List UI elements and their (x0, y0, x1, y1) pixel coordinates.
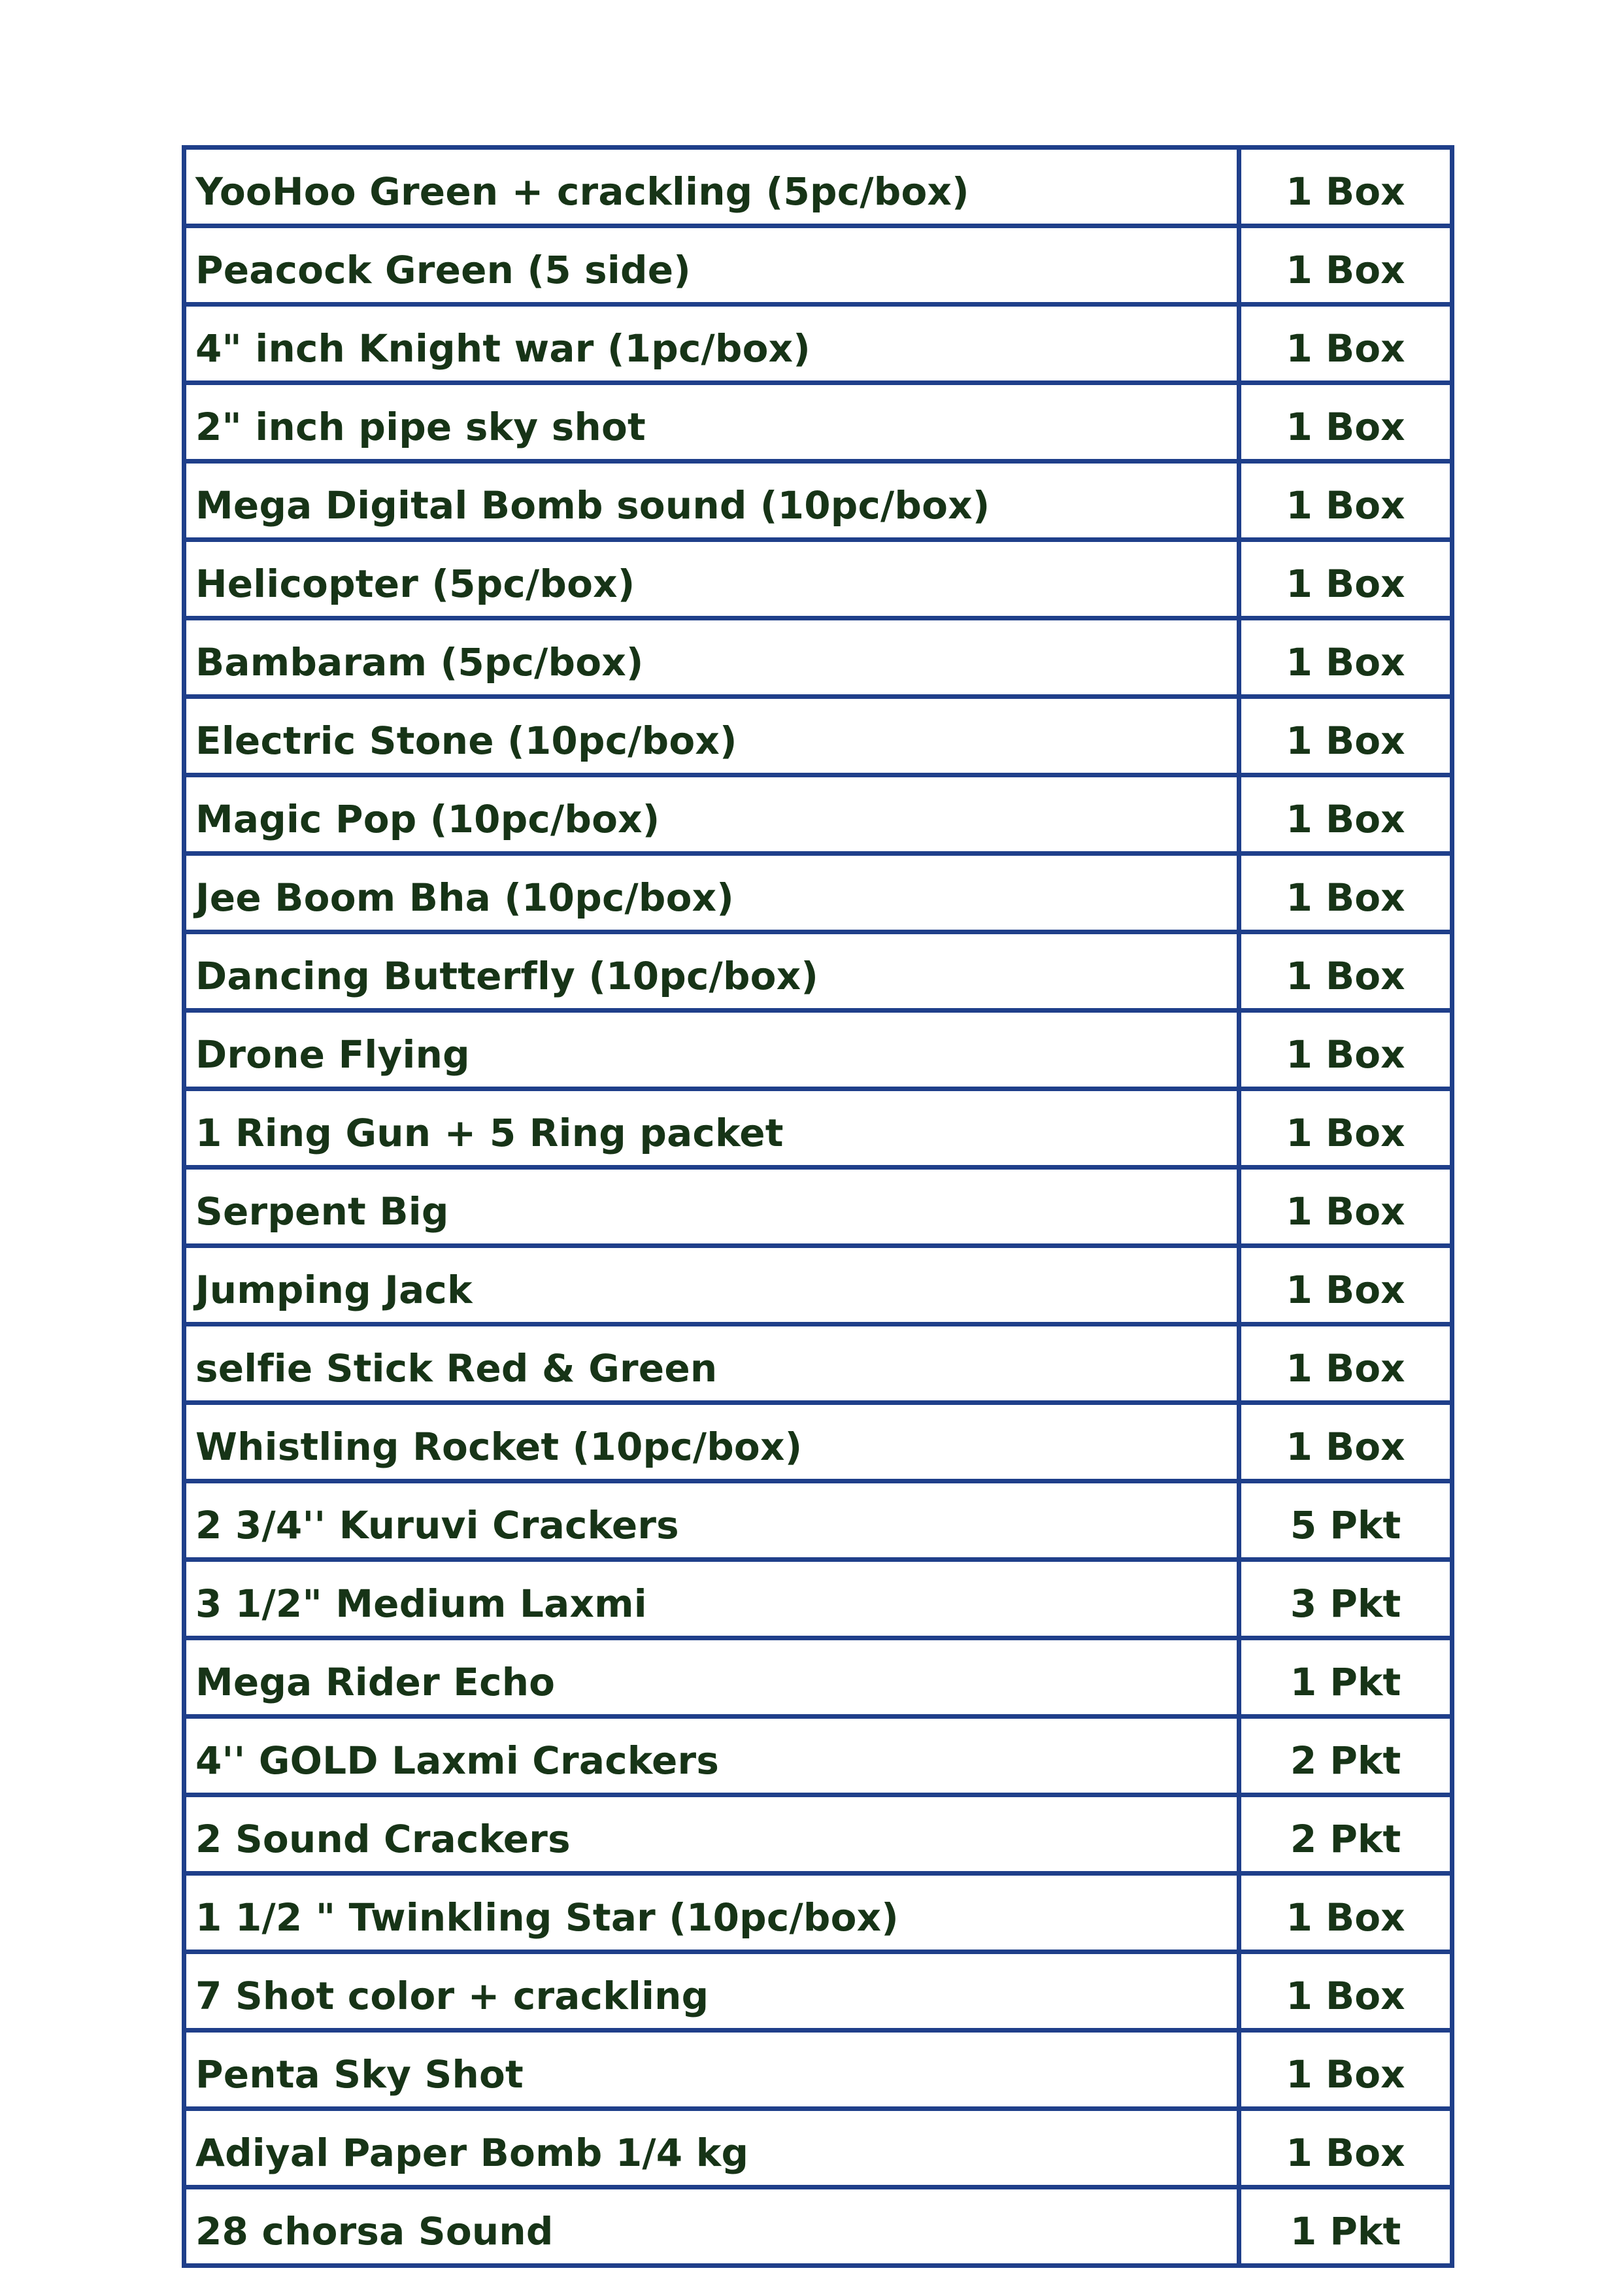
quantity-cell: 1 Box (1239, 1952, 1452, 2031)
table-row (184, 1325, 1452, 1403)
item-name-cell: 1 1/2 " Twinkling Star (10pc/box) (184, 1874, 1239, 1952)
item-name-cell: 4" inch Knight war (1pc/box) (184, 305, 1239, 383)
item-name-cell: Electric Stone (10pc/box) (184, 697, 1239, 775)
quantity-cell: 1 Box (1239, 540, 1452, 618)
quantity-cell: 1 Box (1239, 462, 1452, 540)
item-name-cell: Whistling Rocket (10pc/box) (184, 1403, 1239, 1481)
item-name-cell: Serpent Big (184, 1168, 1239, 1246)
table-row (184, 305, 1452, 383)
table-row (184, 383, 1452, 462)
quantity-cell: 5 Pkt (1239, 1481, 1452, 1560)
table-row (184, 1481, 1452, 1560)
item-name-cell: 2" inch pipe sky shot (184, 383, 1239, 462)
quantity-cell: 1 Box (1239, 305, 1452, 383)
item-name-cell: Drone Flying (184, 1011, 1239, 1089)
item-name-cell: Dancing Butterfly (10pc/box) (184, 932, 1239, 1011)
quantity-cell: 1 Pkt (1239, 2187, 1452, 2266)
item-name-cell: Jee Boom Bha (10pc/box) (184, 854, 1239, 932)
quantity-cell: 1 Box (1239, 1089, 1452, 1168)
item-name-cell: selfie Stick Red & Green (184, 1325, 1239, 1403)
item-name-cell: Adiyal Paper Bomb 1/4 kg (184, 2109, 1239, 2187)
quantity-cell: 1 Box (1239, 1246, 1452, 1325)
quantity-cell: 1 Box (1239, 2109, 1452, 2187)
item-name-cell: 1 Ring Gun + 5 Ring packet (184, 1089, 1239, 1168)
quantity-cell: 1 Box (1239, 932, 1452, 1011)
quantity-cell: 1 Box (1239, 775, 1452, 854)
table-row (184, 226, 1452, 305)
item-name-cell: 7 Shot color + crackling (184, 1952, 1239, 2031)
item-name-cell: 28 chorsa Sound (184, 2187, 1239, 2266)
quantity-cell: 1 Box (1239, 226, 1452, 305)
table-row (184, 1717, 1452, 1795)
quantity-cell: 1 Box (1239, 2031, 1452, 2109)
quantity-cell: 2 Pkt (1239, 1795, 1452, 1874)
quantity-cell: 1 Box (1239, 1325, 1452, 1403)
quantity-cell: 1 Box (1239, 1403, 1452, 1481)
item-name-cell: 2 3/4'' Kuruvi Crackers (184, 1481, 1239, 1560)
item-name-cell: Jumping Jack (184, 1246, 1239, 1325)
quantity-cell: 1 Box (1239, 697, 1452, 775)
quantity-cell: 3 Pkt (1239, 1560, 1452, 1638)
quantity-cell: 1 Box (1239, 148, 1452, 226)
table-row (184, 540, 1452, 618)
table-row (184, 1403, 1452, 1481)
table-row (184, 2031, 1452, 2109)
item-name-cell: Mega Rider Echo (184, 1638, 1239, 1717)
item-name-cell: 3 1/2" Medium Laxmi (184, 1560, 1239, 1638)
table-row (184, 1874, 1452, 1952)
quantity-cell: 1 Box (1239, 1011, 1452, 1089)
table-row (184, 1560, 1452, 1638)
item-name-cell: YooHoo Green + crackling (5pc/box) (184, 148, 1239, 226)
item-name-cell: Mega Digital Bomb sound (10pc/box) (184, 462, 1239, 540)
item-name-cell: 2 Sound Crackers (184, 1795, 1239, 1874)
table-row (184, 462, 1452, 540)
quantity-cell: 1 Box (1239, 618, 1452, 697)
items-table-body (184, 148, 1452, 2266)
table-row (184, 1011, 1452, 1089)
quantity-cell: 1 Box (1239, 854, 1452, 932)
item-name-cell: 4'' GOLD Laxmi Crackers (184, 1717, 1239, 1795)
table-row (184, 1168, 1452, 1246)
table-row (184, 854, 1452, 932)
item-name-cell: Bambaram (5pc/box) (184, 618, 1239, 697)
quantity-cell: 2 Pkt (1239, 1717, 1452, 1795)
table-row (184, 148, 1452, 226)
table-row (184, 697, 1452, 775)
item-name-cell: Helicopter (5pc/box) (184, 540, 1239, 618)
item-name-cell: Peacock Green (5 side) (184, 226, 1239, 305)
item-name-cell: Magic Pop (10pc/box) (184, 775, 1239, 854)
table-row (184, 1638, 1452, 1717)
table-row (184, 1089, 1452, 1168)
item-name-cell: Penta Sky Shot (184, 2031, 1239, 2109)
table-row (184, 775, 1452, 854)
table-row (184, 1246, 1452, 1325)
quantity-cell: 1 Box (1239, 1874, 1452, 1952)
table-row (184, 1952, 1452, 2031)
table-row (184, 1795, 1452, 1874)
quantity-cell: 1 Pkt (1239, 1638, 1452, 1717)
table-row (184, 618, 1452, 697)
table-row (184, 2187, 1452, 2266)
table-row (184, 2109, 1452, 2187)
quantity-cell: 1 Box (1239, 383, 1452, 462)
items-table (182, 145, 1454, 2268)
quantity-cell: 1 Box (1239, 1168, 1452, 1246)
table-row (184, 932, 1452, 1011)
